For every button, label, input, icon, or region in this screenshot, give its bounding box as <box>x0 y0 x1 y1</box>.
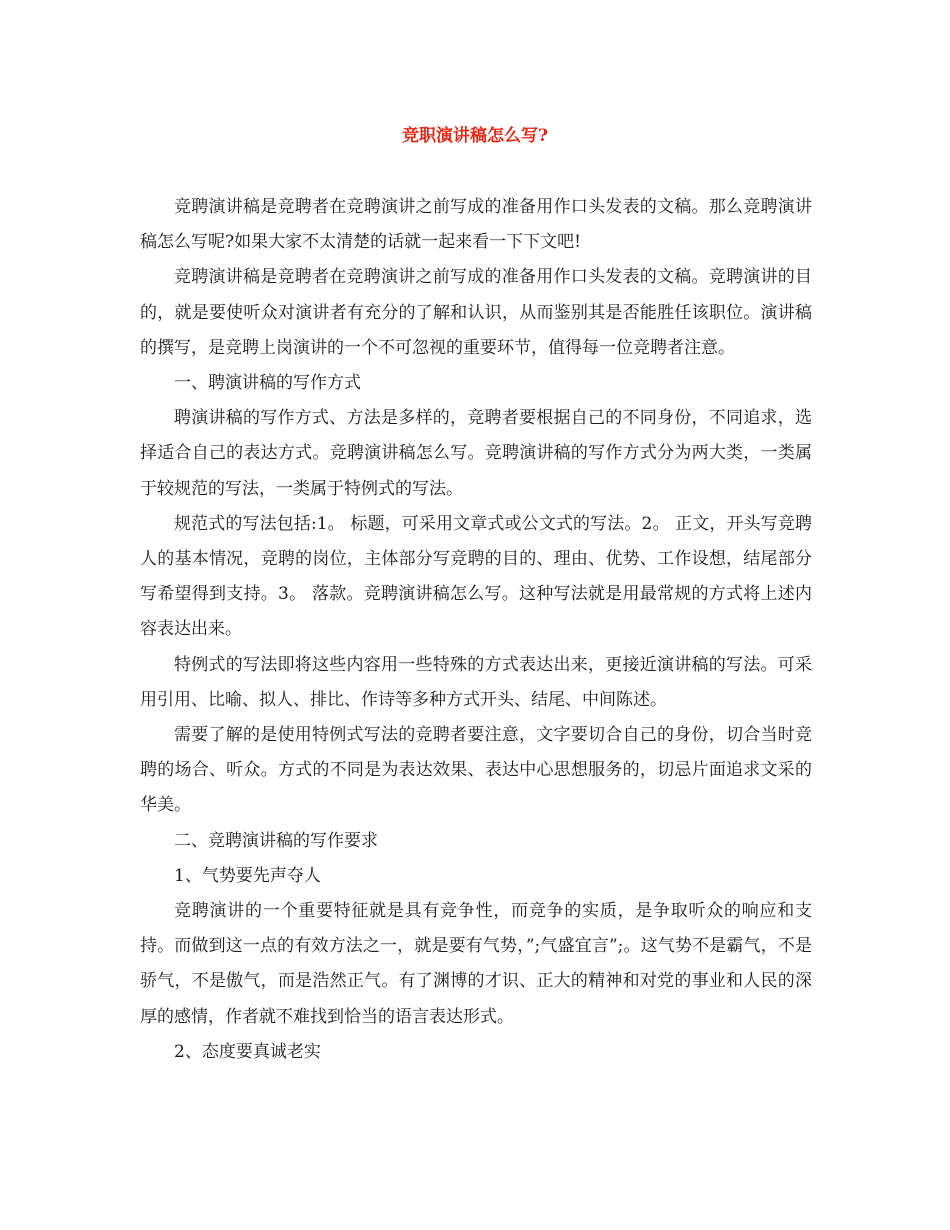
paragraph-momentum: 竞聘演讲的一个重要特征就是具有竞争性，而竞争的实质，是争取听众的响应和支持。而做到这一点的有效方法之一，就是要有气势，”;气盛宜言”;。这气势不是霸气，不是骄气，不是傲气，而是浩然正气。有了渊博的才识、正大的精神和对党的事业和人民的深厚的感情，作者就不难找到恰当的语言表达形式。 <box>140 901 812 1027</box>
subheading-2: 2、态度要真诚老实 <box>174 1041 321 1062</box>
paragraph-caution: 需要了解的是使用特例式写法的竞聘者要注意，文字要切合自己的身份，切合当时竞聘的场合、听众。方式的不同是为表达效果、表达中心思想服务的，切忌片面追求文采的华美。 <box>140 725 812 816</box>
paragraph-writing-methods: 聘演讲稿的写作方式、方法是多样的，竞聘者要根据自己的不同身份，不同追求，选择适合自己的表达方式。竞聘演讲稿怎么写。竞聘演讲稿的写作方式分为两大类，一类属于较规范的写法，一类属于特例式的写法。 <box>140 408 812 499</box>
section-heading-1: 一、聘演讲稿的写作方式 <box>174 373 361 394</box>
section-heading-2: 二、竞聘演讲稿的写作要求 <box>174 830 378 851</box>
document-title: 竞职演讲稿怎么写? <box>402 126 548 146</box>
document-body <box>140 190 812 1070</box>
paragraph-standard-style: 规范式的写法包括:1。 标题，可采用文章式或公文式的写法。2。 正文，开头写竞聘人的基本情况，竞聘的岗位，主体部分写竞聘的目的、理由、优势、工作设想，结尾部分写希望得到支持。3。 落款。竞聘演讲稿怎么写。这种写法就是用最常规的方式将上述内容表达出来。 <box>140 513 812 640</box>
subheading-1: 1、气势要先声夺人 <box>174 865 321 886</box>
paragraph-definition: 竞聘演讲稿是竞聘者在竞聘演讲之前写成的准备用作口头发表的文稿。竞聘演讲的目的，就是要使听众对演讲者有充分的了解和认识，从而鉴别其是否能胜任该职位。演讲稿的撰写，是竞聘上岗演讲的一个不可忽视的重要环节，值得每一位竞聘者注意。 <box>140 267 812 358</box>
paragraph-special-style: 特例式的写法即将这些内容用一些特殊的方式表达出来，更接近演讲稿的写法。可采用引用、比喻、拟人、排比、作诗等多种方式开头、结尾、中间陈述。 <box>140 654 812 710</box>
paragraph-intro: 竞聘演讲稿是竞聘者在竞聘演讲之前写成的准备用作口头发表的文稿。那么竞聘演讲稿怎么写呢?如果大家不太清楚的话就一起来看一下下文吧! <box>140 197 812 253</box>
